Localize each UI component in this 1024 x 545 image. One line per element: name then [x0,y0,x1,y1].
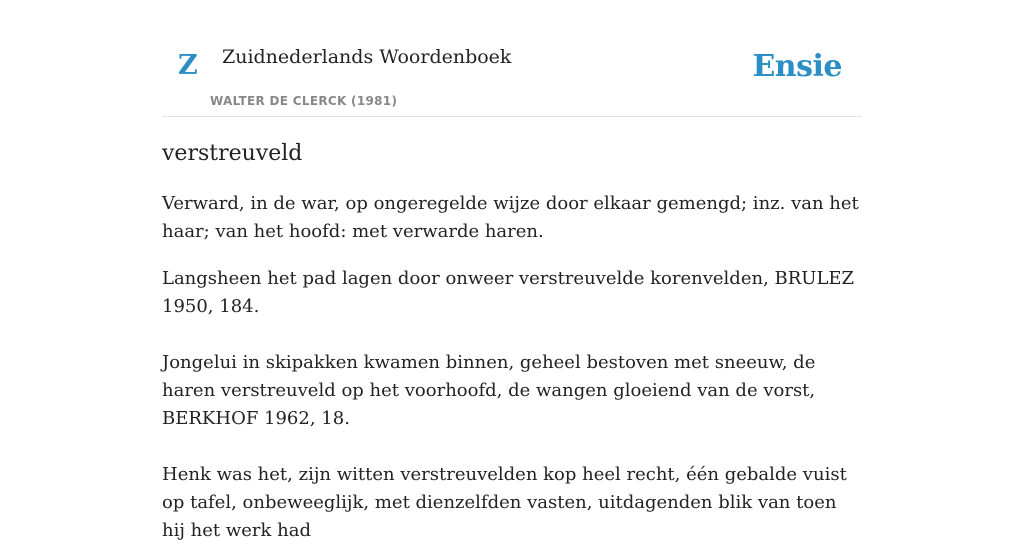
entry-content [162,138,862,545]
dictionary-author: WALTER DE CLERCK (1981) [210,94,398,108]
dictionary-title[interactable]: Zuidnederlands Woordenboek [222,46,512,68]
dictionary-header [162,0,862,117]
example-quote: Henk was het, zijn witten verstreuvelden kop heel recht, één gebalde vuist op tafel, onbeweeglijk, met dienzelfden vasten, uitdagenden blik van toen hij het werk had [162,464,847,541]
example-quote: Langsheen het pad lagen door onweer verstreuvelde korenvelden, BRULEZ 1950, 184. [162,268,855,317]
definition: Verward, in de war, op ongeregelde wijze door elkaar gemengd; inz. van het haar; van het hoofd: met verwarde haren. [162,193,859,242]
ensie-logo[interactable]: Ensie [752,49,842,84]
dictionary-logo[interactable]: Z [178,50,198,81]
headword: verstreuveld [162,141,303,166]
example-quote: Jongelui in skipakken kwamen binnen, geheel bestoven met sneeuw, de haren verstreuveld op het voorhoofd, de wangen gloeiend van de vorst, BERKHOF 1962, 18. [162,352,816,429]
